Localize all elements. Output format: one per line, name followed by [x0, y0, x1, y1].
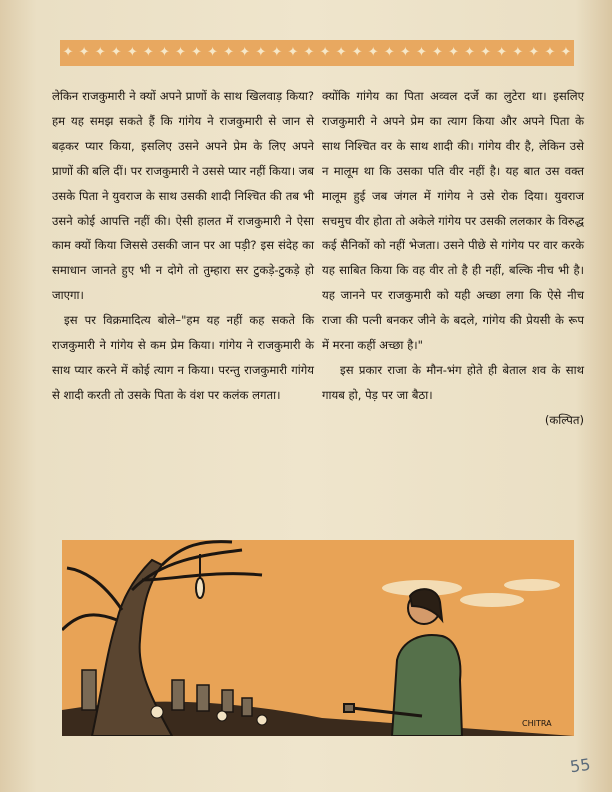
- left-paragraph-1: लेकिन राजकुमारी ने क्यों अपने प्राणों के साथ खिलवाड़ किया? हम यह समझ सकते हैं कि गांगेय ने राजकुमारी से जान से बढ़कर प्यार किया, इसलिए उसने अपने प्रेम के लिए अपने प्राणों की बलि दीं। पर राजकुमारी ने उससे प्यार नहीं किया। जब उसके पिता ने युवराज के साथ उसकी शादी निश्चित की तब भी उसने कोई आपत्ति नहीं की। ऐसी हालत में राजकुमारी ने ऐसा काम क्यों किया जिससे उसकी जान पर आ पड़ी? इस संदेह का समाधान जानते हुए भी न दोगे तो तुम्हारा सर टुकड़े-टुकड़े हो जाएगा।: [52, 89, 314, 303]
- left-column: [52, 84, 314, 408]
- right-column: [322, 84, 584, 433]
- warrior-figure: [344, 589, 462, 736]
- right-paragraph-2: [322, 358, 584, 433]
- story-credit: (कल्पित): [544, 412, 584, 427]
- tree-branches: [62, 542, 262, 630]
- right-paragraph-2-text: इस प्रकार राजा के मौन-भंग होते ही बेताल शव के साथ गायब हो, पेड़ पर जा बैठा।: [322, 362, 584, 402]
- right-paragraph-1: क्योंकि गांगेय का पिता अव्वल दर्जे का लुटेरा था। इसलिए राजकुमारी ने अपने प्रेम का त्याग किया और अपने पिता के साथ निश्चित वर के साथ शादी की। गांगेय वीर है, लेकिन उसे न मालूम था कि उसका पति वीर नहीं है। यह बात उस वक्त मालूम हुई जब जंगल में गांगेय ने उसे रोक दिया। युवराज सचमुच वीर होता तो अकेले गांगेय पर उसकी ललकार के विरुद्ध कई सैनिकों को नहीं भेजता। उसने पीछे से गांगेय पर वार करके यह साबित किया कि वह वीर तो है ही नहीं, बल्कि नीच भी है। यह जानने पर राजकुमारी को यही अच्छा लगा कि ऐसे नीच राजा की पत्नी बनकर जीने के बदले, गांगेय की प्रेयसी के रूप में मरना कहीं अच्छा है।": [322, 89, 584, 353]
- illustration: [62, 540, 574, 736]
- decorative-border: ✦ ✦ ✦ ✦ ✦ ✦ ✦ ✦ ✦ ✦ ✦ ✦ ✦ ✦ ✦ ✦ ✦ ✦ ✦ ✦ ✦ ✦ ✦ ✦ ✦ ✦ ✦ ✦ ✦ ✦ ✦ ✦: [60, 40, 574, 66]
- artist-signature: CHITRA: [522, 719, 552, 728]
- left-paragraph-2: इस पर विक्रमादित्य बोले–"हम यह नहीं कह सकते कि राजकुमारी ने गांगेय से कम प्रेम किया। गांगेय ने राजकुमारी के साथ प्यार करने में कोई त्याग न किया। परन्तु राजकुमारी गांगेय से शादी करती तो उसके पिता के वंश पर कलंक लगता।: [52, 313, 314, 402]
- page-number: 55: [568, 754, 592, 777]
